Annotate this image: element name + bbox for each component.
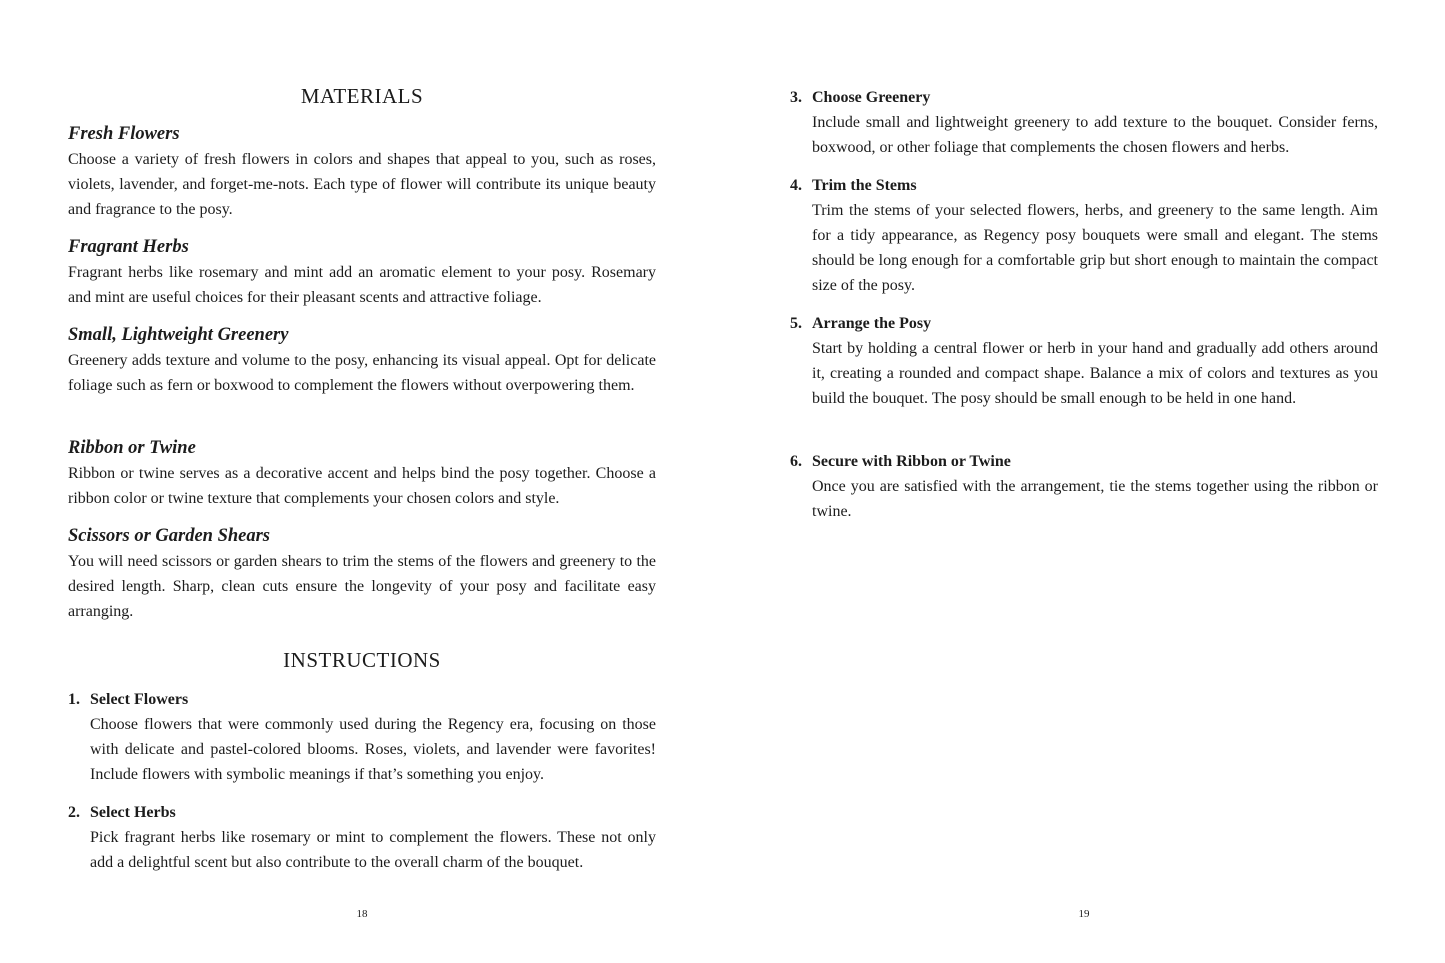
step-title: Select Herbs [90,804,176,821]
page-number-right: 19 [1078,908,1090,920]
step-secure-ribbon [790,449,1378,524]
step-description: Include small and lightweight greenery to add texture to the bouquet. Consider ferns, boxwood, or other foliage that complements the chosen flowers and herbs. [812,114,1378,156]
step-heading [790,173,1378,198]
step-heading [790,311,1378,336]
material-greenery [68,323,656,398]
step-title: Arrange the Posy [812,315,932,332]
step-arrange-posy [790,311,1378,411]
instructions-heading: INSTRUCTIONS [283,648,441,672]
step-description: Choose flowers that were commonly used during the Regency era, focusing on those with delicate and pastel-colored blooms. Roses, violets, and lavender were favorites! Include flowers with symbolic meanings if that’s something you enjoy. [90,716,656,783]
step-number: 6. [790,453,802,470]
step-number: 4. [790,177,802,194]
materials-heading: MATERIALS [300,84,424,108]
step-title: Select Flowers [90,691,189,708]
step-description: Pick fragrant herbs like rosemary or mint to complement the flowers. These not only add a delightful scent but also contribute to the overall charm of the bouquet. [90,829,656,871]
step-number: 3. [790,89,802,106]
step-number: 2. [68,804,80,821]
step-description: Once you are satisfied with the arrangement, tie the stems together using the ribbon or twine. [812,478,1378,520]
material-title: Scissors or Garden Shears [68,526,271,546]
step-select-herbs [68,800,656,875]
material-description: You will need scissors or garden shears to trim the stems of the flowers and greenery to the desired length. Sharp, clean cuts ensure the longevity of your posy and facilitate easy arranging. [68,553,656,620]
material-description: Choose a variety of fresh flowers in colors and shapes that appeal to you, such as roses, violets, lavender, and forget-me-nots. Each type of flower will contribute its unique beauty and fragrance to the posy. [68,151,656,218]
step-title: Choose Greenery [812,89,931,106]
step-title: Trim the Stems [812,177,917,194]
step-heading [790,85,1378,110]
step-choose-greenery [790,85,1378,160]
step-heading [68,687,656,712]
material-fragrant-herbs [68,235,656,310]
material-title: Fragrant Herbs [68,237,189,257]
step-number: 1. [68,691,80,708]
step-description: Start by holding a central flower or herb in your hand and gradually add others around it, creating a rounded and compact shape. Balance a mix of colors and textures as you build the bouquet. The posy should be small enough to be held in one hand. [812,340,1378,407]
material-title: Small, Lightweight Greenery [68,325,289,345]
material-ribbon-twine [68,436,656,511]
step-number: 5. [790,315,802,332]
step-title: Secure with Ribbon or Twine [812,453,1011,470]
material-fresh-flowers [68,122,656,222]
material-scissors [68,524,656,624]
material-title: Ribbon or Twine [68,438,196,458]
page-number-left: 18 [356,908,368,920]
step-heading [790,449,1378,474]
step-heading [68,800,656,825]
step-select-flowers [68,687,656,787]
material-description: Greenery adds texture and volume to the posy, enhancing its visual appeal. Opt for delicate foliage such as fern or boxwood to complement the flowers without overpowering them. [68,352,656,394]
material-description: Ribbon or twine serves as a decorative accent and helps bind the posy together. Choose a ribbon color or twine texture that complements your chosen colors and style. [68,465,656,507]
step-trim-stems [790,173,1378,298]
material-description: Fragrant herbs like rosemary and mint add an aromatic element to your posy. Rosemary and mint are useful choices for their pleasant scents and attractive foliage. [68,264,656,306]
material-title: Fresh Flowers [68,124,180,144]
step-description: Trim the stems of your selected flowers, herbs, and greenery to the same length. Aim for a tidy appearance, as Regency posy bouquets were small and elegant. The stems should be long enough for a comfortable grip but short enough to maintain the compact size of the posy. [812,202,1378,294]
